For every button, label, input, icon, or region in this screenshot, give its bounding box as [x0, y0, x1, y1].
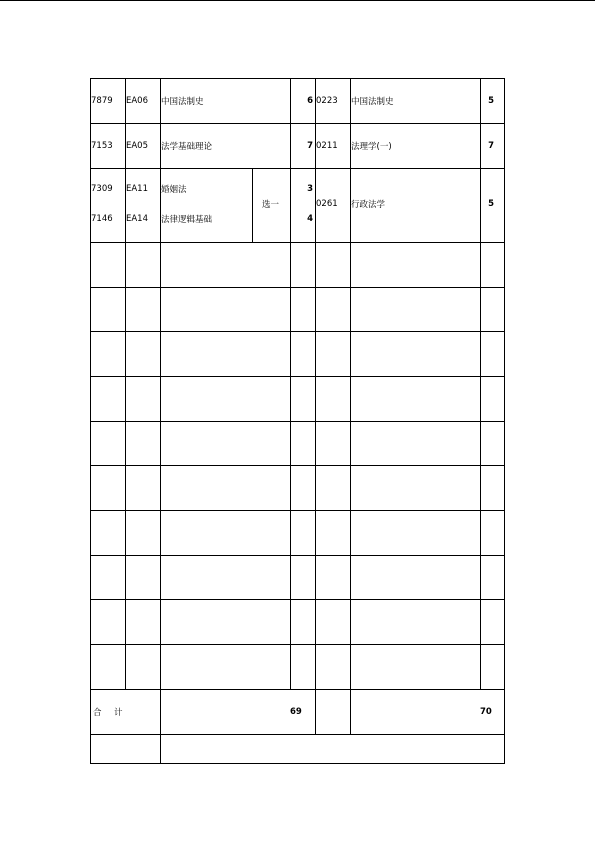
top-border-line: [0, 0, 595, 1]
table-rule: [90, 242, 505, 243]
table-rule: [90, 421, 505, 422]
new-credit: 5: [488, 199, 494, 209]
table-rule: [90, 734, 505, 735]
new-course-name: 中国法制史: [351, 96, 394, 107]
table-rule: [160, 734, 161, 763]
credit: 3: [307, 184, 313, 194]
table-rule: [90, 465, 505, 466]
table-rule: [90, 287, 505, 288]
course-name: 法律逻辑基础: [161, 215, 213, 225]
total-label: 合 计: [93, 707, 125, 718]
table-rule: [90, 331, 505, 332]
table-rule: [125, 78, 126, 689]
table-rule: [90, 78, 91, 764]
new-course-name: 行政法学: [351, 200, 386, 210]
course-name: 婚姻法: [161, 185, 187, 195]
elective-choice-label: 选一: [262, 200, 280, 210]
table-rule: [90, 168, 505, 169]
table-rule: [90, 599, 505, 600]
table-rule: [290, 78, 291, 689]
table-rule: [252, 168, 253, 242]
old-course-code: 7879: [91, 95, 113, 106]
course-id: EA06: [126, 95, 149, 106]
table-rule: [315, 78, 316, 689]
table-rule: [90, 689, 505, 690]
new-course-code: 0261: [316, 199, 338, 209]
credit: 6: [307, 95, 313, 106]
course-name: 法学基础理论: [161, 141, 213, 152]
table-rule: [160, 689, 161, 734]
course-name: 中国法制史: [161, 96, 204, 107]
new-credit: 5: [488, 95, 494, 106]
old-course-code: 7309: [91, 184, 113, 194]
table-rule: [90, 555, 505, 556]
table-rule: [350, 689, 351, 734]
table-rule: [90, 510, 505, 511]
course-id: EA14: [126, 214, 149, 224]
total-right-credits: 70: [480, 706, 492, 717]
table-rule: [90, 763, 505, 764]
new-course-code: 0223: [316, 95, 338, 106]
new-course-name: 法理学(一): [351, 141, 392, 152]
table-rule: [315, 689, 316, 734]
table-rule: [504, 78, 505, 764]
table-rule: [90, 123, 505, 124]
course-id: EA11: [126, 184, 149, 194]
table-rule: [480, 78, 481, 689]
table-rule: [160, 78, 161, 689]
table-rule: [350, 78, 351, 689]
old-course-code: 7153: [91, 140, 113, 151]
old-course-code: 7146: [91, 214, 113, 224]
total-left-credits: 69: [290, 706, 302, 717]
new-course-code: 0211: [316, 140, 338, 151]
table-rule: [90, 78, 505, 79]
table-rule: [90, 644, 505, 645]
new-credit: 7: [488, 140, 494, 151]
credit: 7: [307, 140, 313, 151]
table-rule: [90, 376, 505, 377]
course-id: EA05: [126, 140, 149, 151]
credit: 4: [307, 214, 313, 224]
